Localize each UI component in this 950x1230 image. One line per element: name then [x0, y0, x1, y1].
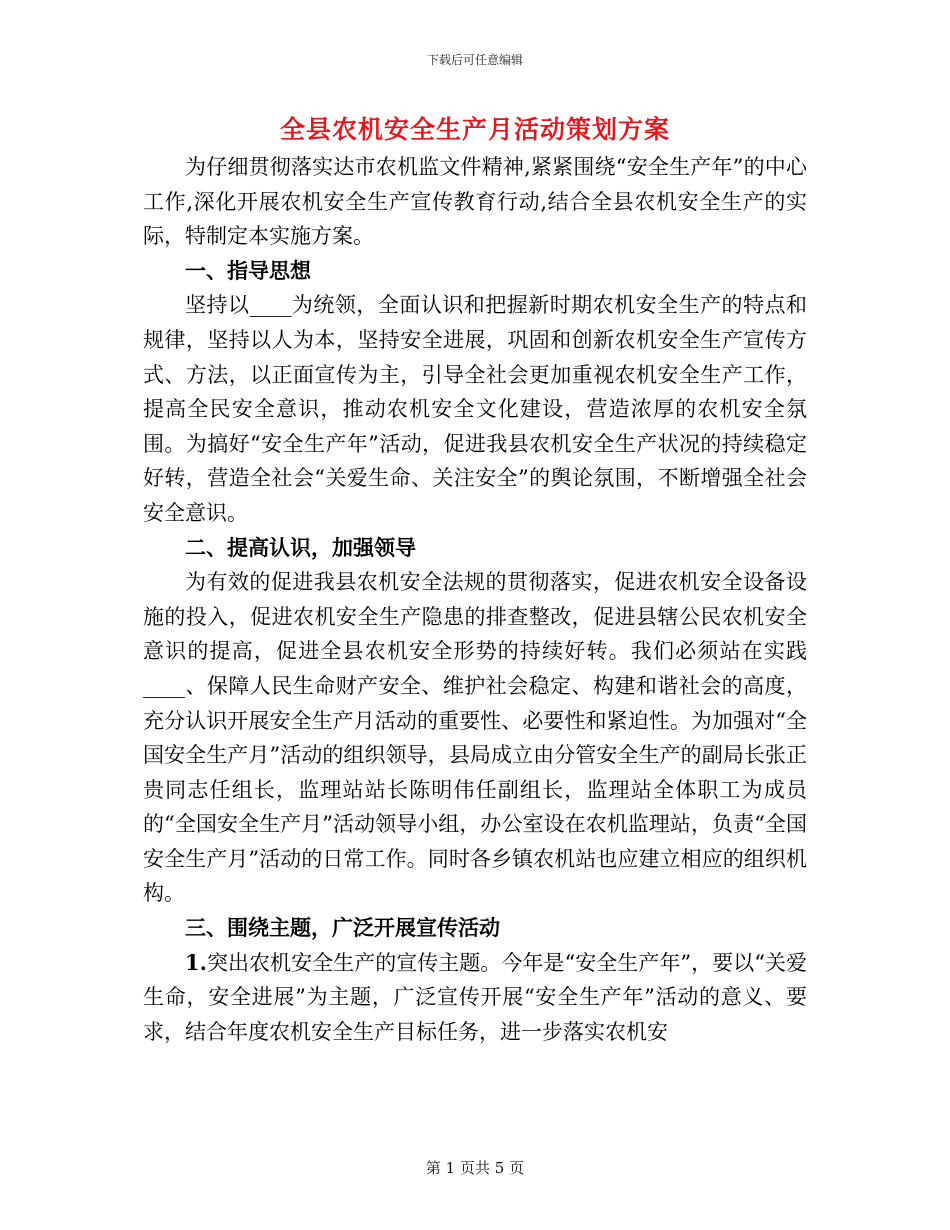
page-header-note: 下载后可任意编辑 — [426, 53, 523, 67]
page-number: 第 1 页共 5 页 — [425, 1159, 525, 1177]
section-heading-publicity: 三、围绕主题，广泛开展宣传活动 — [185, 915, 500, 941]
list-item-number: 1. — [185, 949, 207, 975]
document-title: 全县农机安全生产月活动策划方案 — [279, 115, 670, 144]
section-paragraph-guiding-ideology: 坚持以____为统领，全面认识和把握新时期农机安全生产的特点和规律，坚持以人为本，坚持安全进展，巩固和创新农机安全生产宣传方式、方法，以正面宣传为主，引导全社会更加重视农机安全生产工作，提高全民安全意识，推动农机安全文化建设，营造浓厚的农机安全氛围。为搞好“安全生产年”活动，促进我县农机安全生产状况的持续稳定好转，营造全社会“关爱生命、关注安全”的舆论氛围，不断增强全社会安全意识。 — [143, 293, 807, 525]
section-heading-leadership: 二、提高认识，加强领导 — [185, 534, 416, 560]
document-body — [143, 150, 807, 1049]
intro-paragraph: 为仔细贯彻落实达市农机监文件精神,紧紧围绕“安全生产年”的中心工作,深化开展农机安全生产宣传教育行动,结合全县农机安全生产的实际，特制定本实施方案。 — [143, 155, 807, 249]
list-item-publicity-theme — [143, 946, 807, 1050]
section-paragraph-leadership: 为有效的促进我县农机安全法规的贯彻落实，促进农机安全设备设施的投入，促进农机安全生产隐患的排查整改，促进县辖公民农机安全意识的提高，促进全县农机安全形势的持续好转。我们必须站在实践____、保障人民生命财产安全、维护社会稳定、构建和谐社会的高度，充分认识开展安全生产月活动的重要性、必要性和紧迫性。为加强对“全国安全生产月”活动的组织领导，县局成立由分管安全生产的副局长张正贵同志任组长，监理站站长陈明伟任副组长，监理站全体职工为成员的“全国安全生产月”活动领导小组，办公室设在农机监理站，负责“全国安全生产月”活动的日常工作。同时各乡镇农机站也应建立相应的组织机构。 — [143, 570, 807, 906]
list-item-text: 突出农机安全生产的宣传主题。今年是“安全生产年”，要以“关爱生命，安全进展”为主题，广泛宣传开展“安全生产年”活动的意义、要求，结合年度农机安全生产目标任务，进一步落实农机安 — [143, 950, 807, 1044]
section-heading-guiding-ideology: 一、指导思想 — [185, 257, 311, 283]
